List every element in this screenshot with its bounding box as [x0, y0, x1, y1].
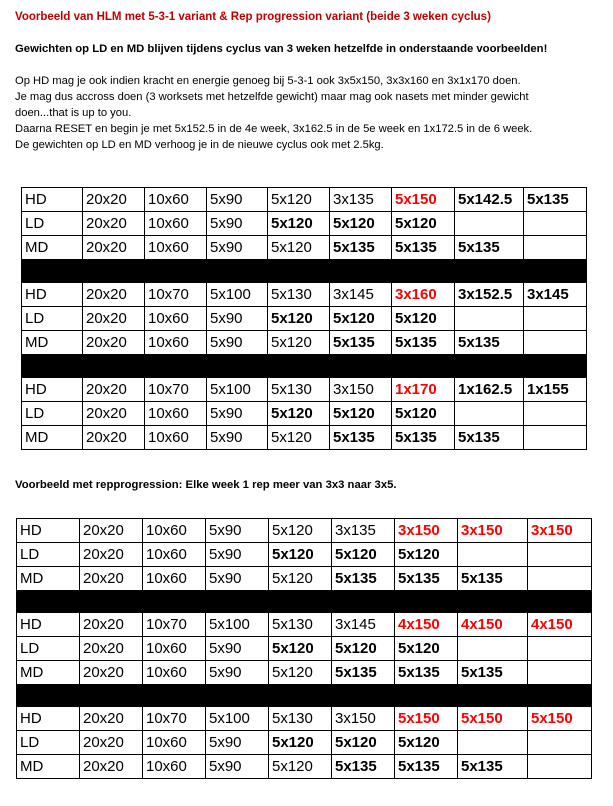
set-cell: 20x20: [80, 567, 143, 591]
set-cell: 5x90: [207, 426, 268, 450]
set-cell: 1x162.5: [455, 378, 524, 402]
day-label-cell: MD: [17, 661, 80, 685]
set-cell: [528, 755, 592, 779]
set-cell: 5x120: [392, 212, 455, 236]
paragraph-line: Je mag dus accross doen (3 worksets met hetzelfde gewicht) maar mag ook nasets met minder gewicht: [15, 91, 529, 103]
table-row: [17, 755, 592, 779]
set-cell: 3x150: [458, 519, 528, 543]
separator-bar: [17, 591, 592, 613]
table-531-variant: [21, 187, 587, 450]
set-cell: 20x20: [80, 661, 143, 685]
set-cell: 5x120: [395, 543, 458, 567]
set-cell: 5x135: [524, 188, 587, 212]
table-row: [17, 543, 592, 567]
set-cell: 5x120: [268, 307, 330, 331]
set-cell: 5x120: [268, 331, 330, 355]
table-row: [17, 661, 592, 685]
set-cell: 20x20: [83, 426, 145, 450]
set-cell: [458, 543, 528, 567]
table-row: [22, 402, 587, 426]
set-cell: 5x130: [268, 378, 330, 402]
set-cell: 5x90: [206, 661, 269, 685]
day-label-cell: HD: [17, 707, 80, 731]
week-separator: [22, 355, 587, 378]
day-label-cell: LD: [22, 402, 83, 426]
set-cell: 20x20: [80, 707, 143, 731]
set-cell: 5x100: [207, 378, 268, 402]
set-cell: 5x150: [395, 707, 458, 731]
set-cell: 5x120: [269, 731, 332, 755]
set-cell: 20x20: [80, 519, 143, 543]
set-cell: [458, 731, 528, 755]
set-cell: 5x135: [392, 331, 455, 355]
day-label-cell: MD: [17, 567, 80, 591]
set-cell: 5x120: [330, 402, 392, 426]
set-cell: 5x135: [455, 236, 524, 260]
set-cell: 5x142.5: [455, 188, 524, 212]
set-cell: 3x145: [330, 283, 392, 307]
day-label-cell: MD: [22, 236, 83, 260]
set-cell: [455, 212, 524, 236]
set-cell: 5x120: [269, 661, 332, 685]
set-cell: [455, 402, 524, 426]
set-cell: 5x120: [268, 426, 330, 450]
set-cell: 3x135: [332, 519, 395, 543]
set-cell: 5x90: [206, 731, 269, 755]
table-row: [17, 613, 592, 637]
table-row: [22, 378, 587, 402]
table-row: [17, 567, 592, 591]
set-cell: 20x20: [80, 613, 143, 637]
set-cell: 5x120: [269, 567, 332, 591]
set-cell: 3x150: [330, 378, 392, 402]
set-cell: 3x150: [332, 707, 395, 731]
set-cell: 5x90: [207, 331, 268, 355]
set-cell: 5x90: [207, 236, 268, 260]
set-cell: 5x135: [332, 661, 395, 685]
set-cell: 5x135: [455, 331, 524, 355]
set-cell: 10x70: [143, 707, 206, 731]
set-cell: 10x60: [145, 236, 207, 260]
set-cell: 3x135: [330, 188, 392, 212]
set-cell: 5x100: [206, 613, 269, 637]
set-cell: 5x135: [455, 426, 524, 450]
table2-body: [17, 519, 592, 779]
set-cell: 5x135: [332, 755, 395, 779]
table-row: [17, 707, 592, 731]
set-cell: 10x60: [145, 402, 207, 426]
set-cell: 20x20: [83, 188, 145, 212]
day-label-cell: MD: [17, 755, 80, 779]
set-cell: 10x60: [145, 212, 207, 236]
set-cell: 5x90: [206, 543, 269, 567]
set-cell: 5x135: [395, 567, 458, 591]
paragraph-line: Op HD mag je ook indien kracht en energie genoeg bij 5-3-1 ook 3x5x150, 3x3x160 en 3x1x170 doen.: [15, 75, 521, 87]
set-cell: 5x120: [395, 731, 458, 755]
set-cell: 20x20: [83, 236, 145, 260]
day-label-cell: LD: [17, 543, 80, 567]
table-row: [22, 426, 587, 450]
set-cell: [528, 637, 592, 661]
set-cell: 10x70: [145, 283, 207, 307]
set-cell: 4x150: [528, 613, 592, 637]
set-cell: [528, 567, 592, 591]
set-cell: 10x60: [145, 188, 207, 212]
set-cell: 3x145: [524, 283, 587, 307]
set-cell: 3x150: [528, 519, 592, 543]
set-cell: 10x60: [143, 661, 206, 685]
set-cell: 1x155: [524, 378, 587, 402]
set-cell: 5x90: [206, 567, 269, 591]
set-cell: 5x135: [395, 661, 458, 685]
set-cell: 5x130: [269, 707, 332, 731]
table-row: [22, 307, 587, 331]
set-cell: 10x70: [145, 378, 207, 402]
set-cell: 5x135: [330, 331, 392, 355]
set-cell: 5x150: [392, 188, 455, 212]
day-label-cell: MD: [22, 426, 83, 450]
set-cell: 3x145: [332, 613, 395, 637]
set-cell: 20x20: [80, 731, 143, 755]
set-cell: 5x120: [269, 543, 332, 567]
separator-bar: [22, 355, 587, 378]
set-cell: [524, 236, 587, 260]
set-cell: 5x120: [392, 402, 455, 426]
day-label-cell: MD: [22, 331, 83, 355]
set-cell: 10x60: [143, 543, 206, 567]
set-cell: [455, 307, 524, 331]
day-label-cell: HD: [22, 188, 83, 212]
set-cell: 5x120: [395, 637, 458, 661]
set-cell: 20x20: [83, 307, 145, 331]
set-cell: 20x20: [83, 331, 145, 355]
doc-title: Voorbeeld van HLM met 5-3-1 variant & Rep progression variant (beide 3 weken cyclus): [15, 11, 491, 23]
set-cell: 5x150: [528, 707, 592, 731]
day-label-cell: LD: [17, 731, 80, 755]
set-cell: 5x90: [207, 402, 268, 426]
section2-heading: Voorbeeld met repprogression: Elke week 1 rep meer van 3x3 naar 3x5.: [15, 479, 397, 491]
set-cell: 5x120: [268, 188, 330, 212]
table1-body: [22, 188, 587, 450]
set-cell: 5x135: [330, 236, 392, 260]
set-cell: 5x120: [269, 755, 332, 779]
paragraph-line: Daarna RESET en begin je met 5x152.5 in de 4e week, 3x162.5 in de 5e week en 1x172.5 in de 6 week.: [15, 123, 533, 135]
week-separator: [17, 591, 592, 613]
set-cell: 5x120: [332, 637, 395, 661]
set-cell: 5x100: [206, 707, 269, 731]
doc-paragraph: [15, 73, 532, 153]
set-cell: 5x120: [268, 236, 330, 260]
day-label-cell: LD: [22, 212, 83, 236]
set-cell: 3x150: [395, 519, 458, 543]
set-cell: 5x120: [268, 212, 330, 236]
set-cell: 5x135: [395, 755, 458, 779]
separator-bar: [17, 685, 592, 707]
table-row: [22, 331, 587, 355]
table-row: [22, 212, 587, 236]
table-rep-progression: [16, 518, 592, 779]
day-label-cell: HD: [17, 613, 80, 637]
set-cell: 5x135: [458, 755, 528, 779]
set-cell: 20x20: [83, 283, 145, 307]
set-cell: 10x70: [143, 613, 206, 637]
set-cell: 5x120: [268, 402, 330, 426]
set-cell: [524, 212, 587, 236]
set-cell: 5x135: [330, 426, 392, 450]
day-label-cell: HD: [22, 283, 83, 307]
set-cell: [458, 637, 528, 661]
week-separator: [22, 260, 587, 283]
set-cell: 5x90: [207, 307, 268, 331]
set-cell: 5x135: [458, 567, 528, 591]
set-cell: 4x150: [395, 613, 458, 637]
set-cell: 5x90: [207, 212, 268, 236]
set-cell: 10x60: [145, 331, 207, 355]
set-cell: 4x150: [458, 613, 528, 637]
table-row: [22, 283, 587, 307]
set-cell: 1x170: [392, 378, 455, 402]
day-label-cell: LD: [17, 637, 80, 661]
set-cell: 5x120: [269, 519, 332, 543]
set-cell: [524, 402, 587, 426]
set-cell: 5x135: [458, 661, 528, 685]
table-row: [22, 188, 587, 212]
set-cell: 5x135: [332, 567, 395, 591]
set-cell: 20x20: [80, 543, 143, 567]
day-label-cell: HD: [17, 519, 80, 543]
set-cell: 5x120: [269, 637, 332, 661]
set-cell: 20x20: [83, 212, 145, 236]
set-cell: [524, 307, 587, 331]
set-cell: 5x120: [330, 212, 392, 236]
set-cell: 5x150: [458, 707, 528, 731]
set-cell: 5x120: [332, 543, 395, 567]
set-cell: 10x60: [143, 637, 206, 661]
set-cell: 5x130: [268, 283, 330, 307]
set-cell: 20x20: [83, 402, 145, 426]
set-cell: 5x120: [330, 307, 392, 331]
set-cell: 5x135: [392, 236, 455, 260]
set-cell: [528, 661, 592, 685]
set-cell: 20x20: [80, 755, 143, 779]
table-row: [17, 519, 592, 543]
set-cell: 10x60: [145, 307, 207, 331]
set-cell: 10x60: [143, 755, 206, 779]
day-label-cell: HD: [22, 378, 83, 402]
set-cell: 3x152.5: [455, 283, 524, 307]
separator-bar: [22, 260, 587, 283]
set-cell: [524, 331, 587, 355]
set-cell: 3x160: [392, 283, 455, 307]
set-cell: 5x90: [207, 188, 268, 212]
set-cell: 20x20: [83, 378, 145, 402]
set-cell: 5x90: [206, 637, 269, 661]
set-cell: [528, 543, 592, 567]
set-cell: 10x60: [143, 567, 206, 591]
paragraph-line: doen...that is up to you.: [15, 107, 132, 119]
set-cell: 5x100: [207, 283, 268, 307]
set-cell: 5x120: [392, 307, 455, 331]
set-cell: 10x60: [145, 426, 207, 450]
set-cell: 10x60: [143, 519, 206, 543]
table-row: [22, 236, 587, 260]
set-cell: 20x20: [80, 637, 143, 661]
table-row: [17, 637, 592, 661]
week-separator: [17, 685, 592, 707]
set-cell: 10x60: [143, 731, 206, 755]
day-label-cell: LD: [22, 307, 83, 331]
set-cell: [528, 731, 592, 755]
set-cell: 5x90: [206, 519, 269, 543]
doc-subtitle: Gewichten op LD en MD blijven tijdens cyclus van 3 weken hetzelfde in onderstaande voorbeelden!: [15, 43, 548, 55]
paragraph-line: De gewichten op LD en MD verhoog je in de nieuwe cyclus ook met 2.5kg.: [15, 139, 384, 151]
table-row: [17, 731, 592, 755]
set-cell: 5x120: [332, 731, 395, 755]
set-cell: 5x130: [269, 613, 332, 637]
set-cell: 5x135: [392, 426, 455, 450]
set-cell: 5x90: [206, 755, 269, 779]
set-cell: [524, 426, 587, 450]
